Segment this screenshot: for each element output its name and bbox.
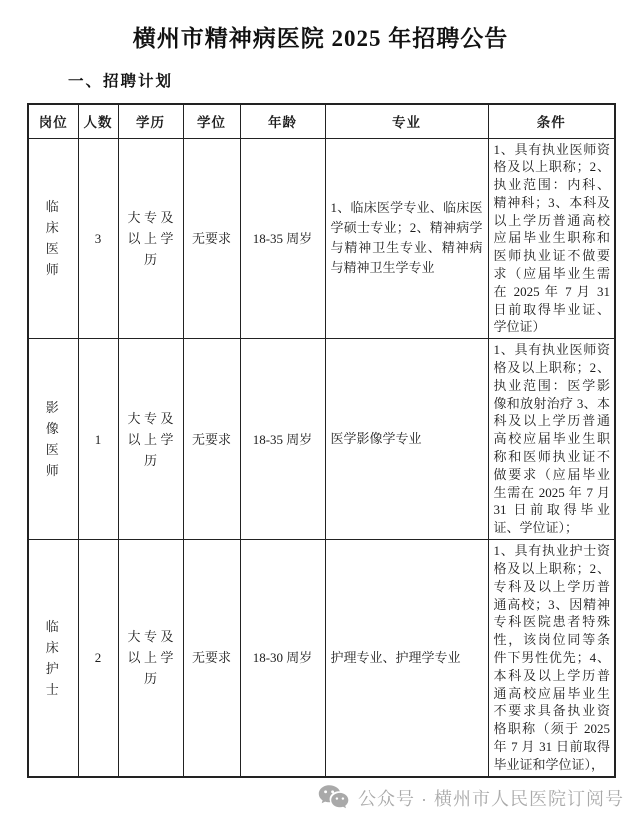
cell-position: 临床医师 (28, 138, 78, 339)
recruitment-table (27, 103, 616, 778)
cell-conditions: 1、具有执业医师资格及以上职称；2、执业范围：内科、精神科；3、本科及以上学历普通高校应届毕业生职称和医师执业证不做要求（应届毕业生需在 2025 年 7 月 31 日前取得毕业证、学位证） (488, 138, 615, 339)
table-header-row (28, 104, 615, 138)
page-title: 横州市精神病医院 2025 年招聘公告 (132, 26, 509, 51)
cell-degree: 无要求 (183, 540, 240, 777)
wechat-account-label: 公众号 · 横州市人民医院订阅号 (358, 789, 624, 809)
cell-count: 2 (78, 540, 118, 777)
cell-education: 大专及以上学历 (118, 138, 183, 339)
section-heading: 一、招聘计划 (68, 73, 174, 90)
table-row (28, 540, 615, 777)
wechat-icon (318, 784, 349, 812)
header-age: 年龄 (240, 104, 325, 138)
cell-major: 1、临床医学专业、临床医学硕士专业；2、精神病学与精神卫生专业、精神病与精神卫生学专业 (325, 138, 488, 339)
cell-conditions: 1、具有执业护士资格及以上职称；2、专科及以上学历普通高校；3、因精神专科医院患者特殊性，该岗位同等条件下男性优先；4、本科及以上学历普通高校应届毕业生不要求具备执业资格职称（须于 2025 年 7 月 31 日前取得毕业证和学位证）， (488, 540, 615, 777)
table-row (28, 138, 615, 339)
header-major: 专业 (325, 104, 488, 138)
cell-age: 18-35 周岁 (240, 339, 325, 540)
cell-major: 医学影像学专业 (325, 339, 488, 540)
cell-major: 护理专业、护理学专业 (325, 540, 488, 777)
header-degree: 学位 (183, 104, 240, 138)
cell-age: 18-35 周岁 (240, 138, 325, 339)
cell-degree: 无要求 (183, 339, 240, 540)
header-position: 岗位 (28, 104, 78, 138)
cell-degree: 无要求 (183, 138, 240, 339)
table-row (28, 339, 615, 540)
cell-count: 1 (78, 339, 118, 540)
cell-age: 18-30 周岁 (240, 540, 325, 777)
cell-position: 临床护士 (28, 540, 78, 777)
header-count: 人数 (78, 104, 118, 138)
cell-education: 大专及以上学历 (118, 339, 183, 540)
cell-conditions: 1、具有执业医师资格及以上职称；2、执业范围：医学影像和放射治疗 3、本科及以上学历普通高校应届毕业生职称和医师执业证不做要求（应届毕业生需在 2025 年 7 月 31 日前取得毕业证、学位证）； (488, 339, 615, 540)
cell-count: 3 (78, 138, 118, 339)
wechat-footer (318, 784, 624, 812)
header-education: 学历 (118, 104, 183, 138)
header-conditions: 条件 (488, 104, 615, 138)
cell-position: 影像医师 (28, 339, 78, 540)
cell-education: 大专及以上学历 (118, 540, 183, 777)
